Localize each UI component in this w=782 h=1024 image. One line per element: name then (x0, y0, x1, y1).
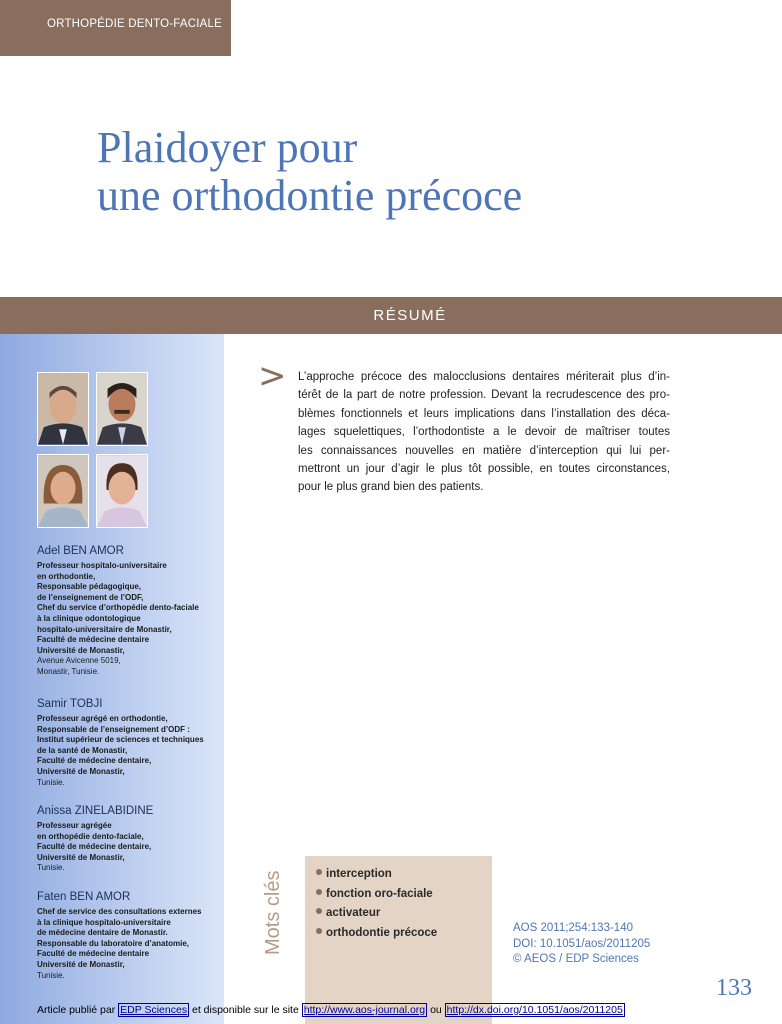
page-number: 133 (716, 975, 752, 1001)
author-affiliation-line: Responsable pédagogique, (37, 582, 142, 592)
doi-link[interactable]: http://dx.doi.org/10.1051/aos/2011205 (446, 1004, 623, 1016)
author-address-line: Tunisie. (37, 970, 65, 980)
author-affiliation-line: Faculté de médecine dentaire (37, 635, 150, 645)
author-affiliation-line: Chef de service des consultations externes (37, 907, 202, 916)
bullet-icon (316, 889, 322, 895)
author-name: Samir TOBJI (37, 698, 103, 710)
author-photo-4 (96, 454, 148, 528)
citation-block (513, 921, 650, 968)
author-affiliation-line: hospitalo-universitaire de Monastir, (37, 624, 172, 634)
abstract-line: pour le plus grand bien des patients. (298, 481, 484, 494)
citation-doi: DOI: 10.1051/aos/2011205 (513, 937, 651, 950)
keyword-item: fonction oro-faciale (316, 888, 492, 900)
author-address-line: Tunisie. (37, 777, 65, 787)
keyword-item: activateur (316, 907, 492, 919)
citation-copyright: © AEOS / EDP Sciences (513, 953, 639, 965)
author-affiliation-line: Université de Monastir, (37, 645, 125, 655)
author-block-2 (37, 698, 219, 788)
citation-journal: AOS 2011;254:133-140 (513, 922, 633, 934)
author-block-1 (37, 545, 219, 678)
author-affiliation-line: Institut supérieur de sciences et techniques (37, 735, 204, 745)
author-affiliation-line: en orthopédie dento-faciale, (37, 831, 144, 841)
author-name: Adel BEN AMOR (37, 545, 124, 557)
author-affiliation-line: de l’enseignement de l’ODF, (37, 592, 144, 602)
author-affiliation-line: Université de Monastir, (37, 852, 125, 862)
author-photo-3 (37, 454, 89, 528)
abstract-text (298, 368, 670, 497)
author-affiliation-line: Professeur agrégée (37, 821, 112, 830)
author-photo-2 (96, 372, 148, 446)
site-link[interactable]: http://www.aos-journal.org (303, 1004, 426, 1016)
bullet-icon (316, 928, 322, 934)
publisher-link[interactable]: EDP Sciences (120, 1004, 188, 1016)
author-affiliation-line: de la santé de Monastir, (37, 745, 128, 755)
footer-or: ou (430, 1004, 442, 1016)
article-title (97, 124, 522, 220)
author-block-4 (37, 891, 219, 981)
keywords-label (258, 855, 288, 955)
abstract-line: térêt de la part de notre profession. Devant la recrudescence des pro- (298, 389, 670, 402)
author-affiliation-line: Responsable du laboratoire d’anatomie, (37, 938, 190, 948)
author-name: Faten BEN AMOR (37, 891, 131, 903)
keywords-box (305, 856, 492, 1024)
author-affiliation-line: Professeur agrégé en orthodontie, (37, 714, 168, 723)
author-affiliation-line: Faculté de médecine dentaire, (37, 756, 152, 766)
author-affiliation-line: en orthodontie, (37, 571, 96, 581)
footer-notice (37, 1004, 625, 1016)
keyword-item: orthodontie précoce (316, 927, 492, 939)
author-block-3 (37, 805, 219, 874)
author-affiliation-line: Faculté de médecine dentaire (37, 949, 150, 959)
author-affiliation-line: à la clinique odontologique (37, 613, 141, 623)
author-affiliation-line: Chef du service d’orthopédie dento-faciale (37, 603, 199, 613)
footer-prefix: Article publié par (37, 1004, 116, 1016)
author-affiliation-line: Faculté de médecine dentaire, (37, 842, 152, 852)
author-address-line: Tunisie. (37, 863, 65, 873)
author-affiliation-line: à la clinique hospitalo-universitaire (37, 917, 171, 927)
abstract-line: les connaissances nouvelles en matière d’interception qui lui per- (298, 444, 670, 457)
title-line-1: Plaidoyer pour (97, 123, 358, 172)
section-tag: ORTHOPÉDIE DENTO-FACIALE (0, 0, 231, 56)
author-affiliation-line: de médecine dentaire de Monastir. (37, 928, 168, 938)
title-line-2: une orthodontie précoce (97, 171, 523, 220)
author-affiliation-line: Responsable de l’enseignement d’ODF : (37, 724, 190, 734)
chevron-right-icon: > (258, 356, 287, 396)
keywords-label-text: Mots clés (262, 870, 284, 955)
bullet-icon (316, 869, 322, 875)
author-photo-1 (37, 372, 89, 446)
author-name: Anissa ZINELABIDINE (37, 805, 154, 817)
resume-heading-bar: RÉSUMÉ (0, 297, 782, 334)
bullet-icon (316, 908, 322, 914)
author-affiliation-line: Université de Monastir, (37, 959, 125, 969)
author-address-line: Avenue Avicenne 5019, (37, 656, 121, 666)
author-address-line: Monastir, Tunisie. (37, 666, 100, 676)
abstract-line: blèmes fonctionnels et leurs implications dans l’installation des déca- (298, 407, 670, 420)
keyword-item: interception (316, 868, 492, 880)
author-affiliation-line: Professeur hospitalo-universitaire (37, 561, 167, 570)
author-affiliation-line: Université de Monastir, (37, 766, 125, 776)
abstract-line: lages squelettiques, l’orthodontiste a le devoir de maîtriser toutes (298, 426, 670, 439)
footer-middle: et disponible sur le site (192, 1004, 299, 1016)
abstract-line: mettront un jour d’agir le plus tôt possible, en toutes circonstances, (298, 463, 670, 476)
abstract-line: L’approche précoce des malocclusions dentaires mériterait plus d’in- (298, 371, 670, 383)
